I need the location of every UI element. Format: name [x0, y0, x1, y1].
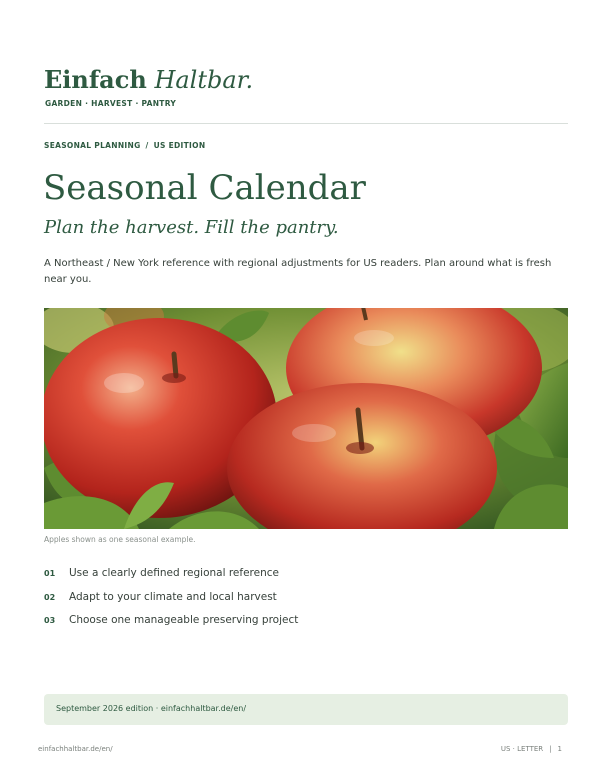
step-text: Use a clearly defined regional reference: [69, 567, 279, 579]
step-number: 01: [44, 569, 56, 578]
steps-list: [44, 566, 568, 637]
step-number: 02: [44, 592, 56, 602]
brand-logo: [44, 64, 253, 96]
page-title: Seasonal Calendar: [43, 168, 366, 208]
list-item: [44, 613, 568, 637]
intro-paragraph: A Northeast / New York reference with regional adjustments for US readers. Plan around what is fresh near you.: [44, 258, 552, 285]
breadcrumb: [44, 141, 205, 150]
apples-photo: [44, 308, 568, 529]
header-divider: [44, 123, 568, 124]
page-number: 1: [557, 745, 562, 753]
image-caption: Apples shown as one seasonal example.: [44, 535, 196, 544]
breadcrumb-section: SEASONAL PLANNING: [44, 141, 141, 150]
brand-name-strong: Einfach: [44, 65, 147, 94]
brand-name-italic: Haltbar.: [154, 66, 254, 94]
step-number: 03: [44, 616, 56, 625]
brand-tagline: GARDEN · HARVEST · PANTRY: [45, 99, 177, 108]
breadcrumb-edition: US EDITION: [153, 141, 206, 150]
list-item: [44, 566, 568, 590]
list-item: [44, 590, 568, 614]
edition-note: September 2026 edition · einfachhaltbar.de/en/: [56, 704, 247, 713]
footer-page-info: [501, 745, 562, 753]
edition-banner: [44, 694, 568, 725]
step-text: Adapt to your climate and local harvest: [69, 590, 277, 603]
breadcrumb-separator: /: [145, 141, 149, 150]
footer-separator: |: [549, 745, 552, 753]
page-subtitle: Plan the harvest. Fill the pantry.: [44, 217, 339, 238]
footer-url: einfachhaltbar.de/en/: [38, 745, 113, 753]
footer-format: US · LETTER: [500, 745, 544, 753]
apples-illustration: [44, 308, 568, 529]
step-text: Choose one manageable preserving project: [69, 614, 299, 626]
